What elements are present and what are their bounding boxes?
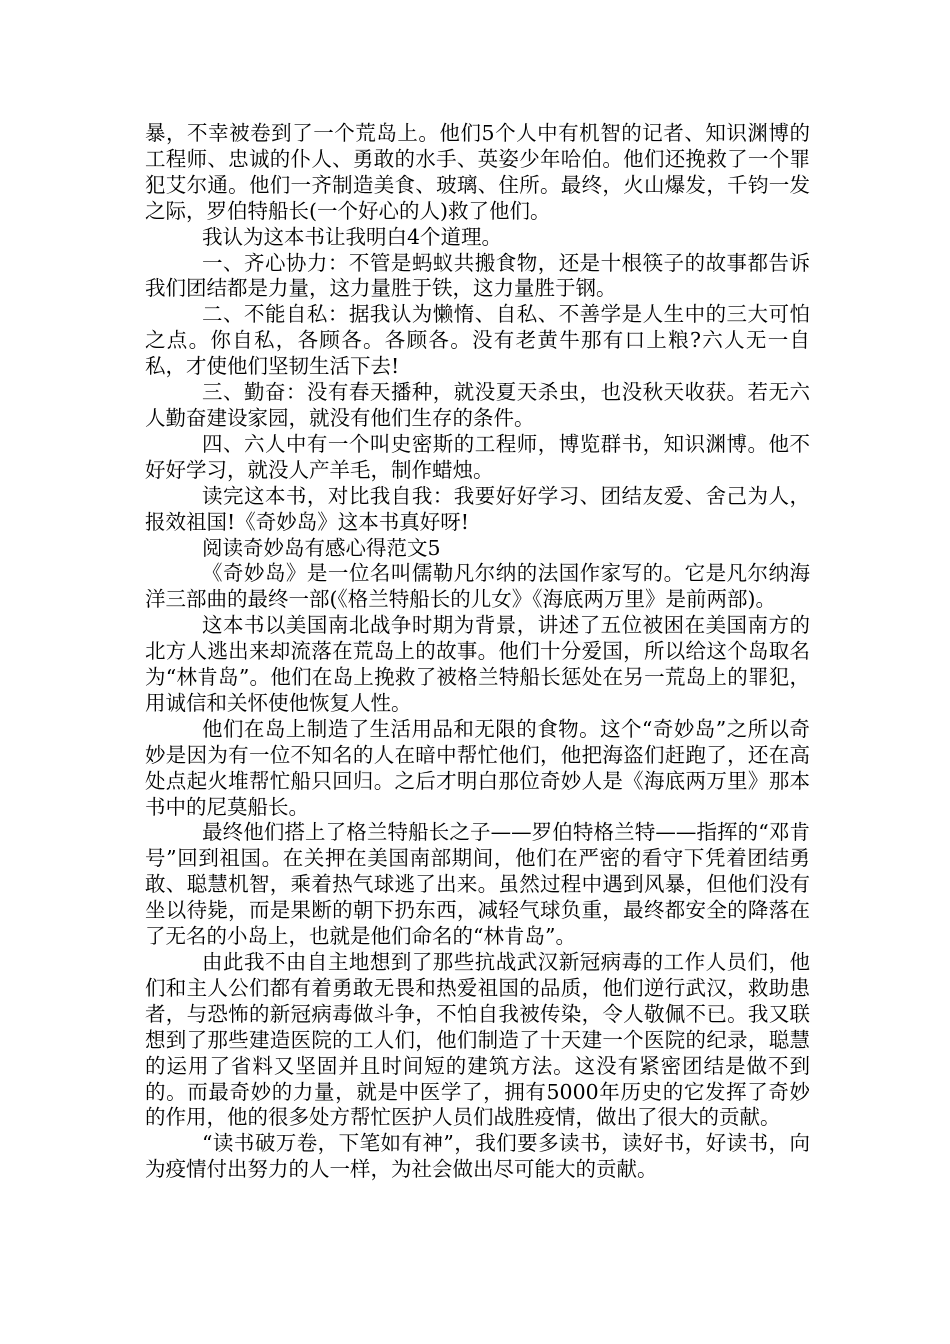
paragraph-lesson-three: 三、勤奋：没有春天播种，就没夏天杀虫，也没秋天收获。若无六人勤奋建设家园，就没有他们生存的条件。: [145, 380, 810, 430]
paragraph-reflection: 由此我不由自主地想到了那些抗战武汉新冠病毒的工作人员们，他们和主人公们都有着勇敢无畏和热爱祖国的品质，他们逆行武汉，救助患者，与恐怖的新冠病毒做斗争，不怕自我被传染，令人敬佩不已。我又联想到了那些建造医院的工人们，他们制造了十天建一个医院的纪录，聪慧的运用了省料又坚固并且时间短的建筑方法。这没有紧密团结是做不到的。而最奇妙的力量，就是中医学了，拥有5000年历史的它发挥了奇妙的作用，他的很多处方帮忙医护人员们战胜疫情，做出了很大的贡献。: [145, 950, 810, 1130]
paragraph-return-home: 最终他们搭上了格兰特船长之子——罗伯特格兰特——指挥的“邓肯号”回到祖国。在关押在美国南部期间，他们在严密的看守下凭着团结勇敢、聪慧机智，乘着热气球逃了出来。虽然过程中遇到风暴，但他们没有坐以待毙，而是果断的朝下扔东西，减轻气球负重，最终都安全的降落在了无名的小岛上，也就是他们命名的“林肯岛”。: [145, 820, 810, 949]
paragraph-lesson-one: 一、齐心协力：不管是蚂蚁共搬食物，还是十根筷子的故事都告诉我们团结都是力量，这力量胜于铁，这力量胜于钢。: [145, 250, 810, 301]
paragraph-four-lessons-intro: 我认为这本书让我明白4个道理。: [202, 224, 503, 249]
paragraph-lesson-two: 二、不能自私：据我认为懒惰、自私、不善学是人生中的三大可怕之点。你自私，各顾各。各顾各。没有老黄牛那有口上粮?六人无一自私，才使他们坚韧生活下去!: [145, 302, 810, 379]
paragraph-mystery: 他们在岛上制造了生活用品和无限的食物。这个“奇妙岛”之所以奇妙是因为有一位不知名的人在暗中帮忙他们，他把海盗们赶跑了，还在高处点起火堆帮忙船只回归。之后才明白那位奇妙人是《海底两万里》那本书中的尼莫船长。: [145, 716, 810, 819]
document-page: [145, 121, 810, 1183]
paragraph-book-intro: 《奇妙岛》是一位名叫儒勒凡尔纳的法国作家写的。它是凡尔纳海洋三部曲的最终一部(《格兰特船长的儿女》《海底两万里》是前两部)。: [145, 561, 810, 612]
section-heading: 阅读奇妙岛有感心得范文5: [202, 535, 441, 560]
paragraph-conclusion: 读完这本书，对比我自我：我要好好学习、团结友爱、舍己为人，报效祖国!《奇妙岛》这本书真好呀!: [145, 483, 810, 534]
paragraph-lesson-four: 四、六人中有一个叫史密斯的工程师，博览群书，知识渊博。他不好好学习，就没人产羊毛，制作蜡烛。: [145, 431, 810, 482]
paragraph-closing: “读书破万卷，下笔如有神”，我们要多读书，读好书，好读书，向为疫情付出努力的人一样，为社会做出尽可能大的贡献。: [145, 1131, 810, 1182]
paragraph-continuation: 暴，不幸被卷到了一个荒岛上。他们5个人中有机智的记者、知识渊博的工程师、忠诚的仆人、勇敢的水手、英姿少年哈伯。他们还挽救了一个罪犯艾尔通。他们一齐制造美食、玻璃、住所。最终，火山爆发，千钧一发之际，罗伯特船长(一个好心的人)救了他们。: [145, 121, 810, 223]
paragraph-background: 这本书以美国南北战争时期为背景，讲述了五位被困在美国南方的北方人逃出来却流落在荒岛上的故事。他们十分爱国，所以给这个岛取名为“林肯岛”。他们在岛上挽救了被格兰特船长惩处在另一荒岛上的罪犯，用诚信和关怀使他恢复人性。: [145, 613, 810, 715]
